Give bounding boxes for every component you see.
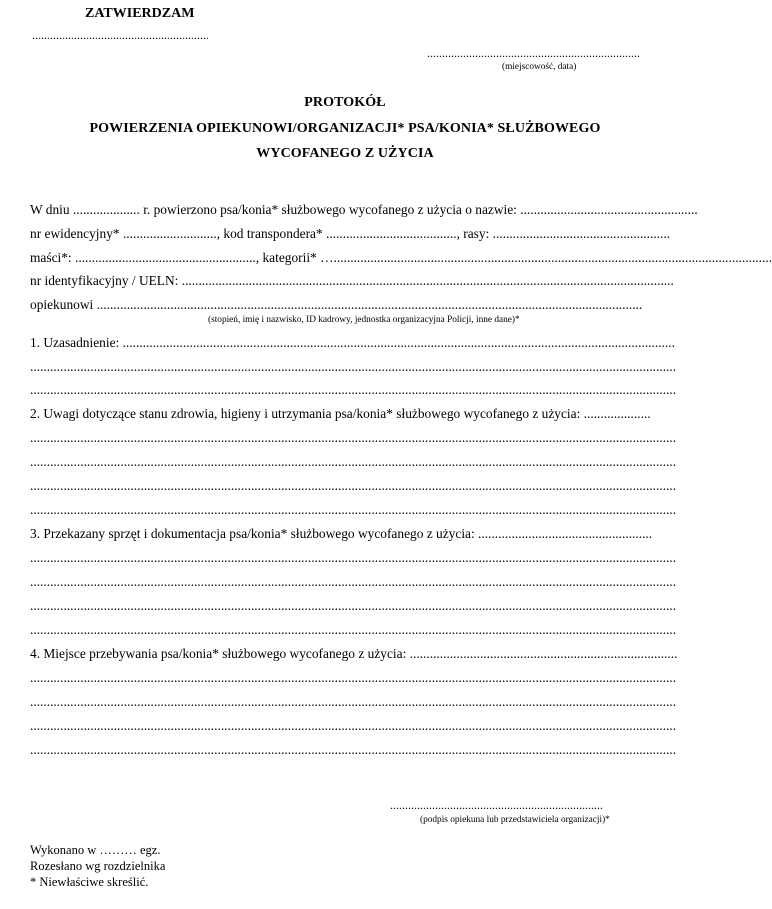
caretaker-hint: (stopień, imię i nazwisko, ID kadrowy, jednostka organizacyjna Policji, inne dane)* bbox=[208, 315, 520, 325]
document-title: PROTOKÓŁ bbox=[304, 95, 386, 110]
section-1-justification[interactable]: 1. Uzasadnienie: ..................................................................................................................................................................... bbox=[30, 335, 675, 350]
footnote: * Niewłaściwe skreślić. bbox=[30, 875, 149, 889]
dotted-line[interactable]: ................................................................................................................................................................................................. bbox=[30, 359, 677, 374]
color-category-field[interactable]: maści*: ......................................................, kategorii* …................................................................................................................................... bbox=[30, 250, 772, 265]
registry-transponder-breed-field[interactable]: nr ewidencyjny* ............................, kod transpondera* ......................................., rasy: ..................................................... bbox=[30, 226, 671, 241]
caretaker-signature-hint: (podpis opiekuna lub przedstawiciela organizacji)* bbox=[420, 815, 610, 825]
copies-note: Wykonano w ……… egz. bbox=[30, 843, 161, 857]
section-4-location[interactable]: 4. Miejsce przebywania psa/konia* służbowego wycofanego z użycia: ................................................................................ bbox=[30, 646, 678, 661]
section-3-equipment[interactable]: 3. Przekazany sprzęt i dokumentacja psa/konia* służbowego wycofanego z użycia: .................................................... bbox=[30, 526, 653, 541]
document-subtitle-2: WYCOFANEGO Z UŻYCIA bbox=[256, 146, 434, 161]
dotted-line[interactable]: ................................................................................................................................................................................................. bbox=[30, 670, 677, 685]
place-date-hint: (miejscowość, data) bbox=[502, 62, 577, 72]
dotted-line[interactable]: ................................................................................................................................................................................................. bbox=[30, 550, 677, 565]
dotted-line[interactable]: ................................................................................................................................................................................................. bbox=[30, 382, 677, 397]
dotted-line[interactable]: ................................................................................................................................................................................................. bbox=[30, 454, 677, 469]
dotted-line[interactable]: ................................................................................................................................................................................................. bbox=[30, 502, 677, 517]
document-subtitle: POWIERZENIA OPIEKUNOWI/ORGANIZACJI* PSA/KONIA* SŁUŻBOWEGO bbox=[89, 121, 601, 136]
place-date-line[interactable]: ....................................................................... bbox=[427, 46, 640, 60]
approve-signature-line[interactable]: ........................................................... bbox=[32, 28, 209, 42]
dotted-line[interactable]: ................................................................................................................................................................................................. bbox=[30, 622, 677, 637]
dotted-line[interactable]: ................................................................................................................................................................................................. bbox=[30, 598, 677, 613]
section-2-health-notes[interactable]: 2. Uwagi dotyczące stanu zdrowia, higieny i utrzymania psa/konia* służbowego wycofanego z użycia: .................... bbox=[30, 406, 651, 421]
approve-label: ZATWIERDZAM bbox=[85, 6, 195, 21]
ueln-field[interactable]: nr identyfikacyjny / UELN: ................................................................................................................................................... bbox=[30, 273, 674, 288]
caretaker-field[interactable]: opiekunowi ................................................................................................................................................................... bbox=[30, 297, 643, 312]
dotted-line[interactable]: ................................................................................................................................................................................................. bbox=[30, 430, 677, 445]
dotted-line[interactable]: ................................................................................................................................................................................................. bbox=[30, 574, 677, 589]
dotted-line[interactable]: ................................................................................................................................................................................................. bbox=[30, 478, 677, 493]
dotted-line[interactable]: ................................................................................................................................................................................................. bbox=[30, 694, 677, 709]
date-name-field[interactable]: W dniu .................... r. powierzono psa/konia* służbowego wycofanego z użycia o nazwie: ..................................................... bbox=[30, 202, 698, 217]
dotted-line[interactable]: ................................................................................................................................................................................................. bbox=[30, 718, 677, 733]
dotted-line[interactable]: ................................................................................................................................................................................................. bbox=[30, 742, 677, 757]
distribution-note: Rozesłano wg rozdzielnika bbox=[30, 859, 166, 873]
caretaker-signature-line[interactable]: ....................................................................... bbox=[390, 798, 603, 812]
